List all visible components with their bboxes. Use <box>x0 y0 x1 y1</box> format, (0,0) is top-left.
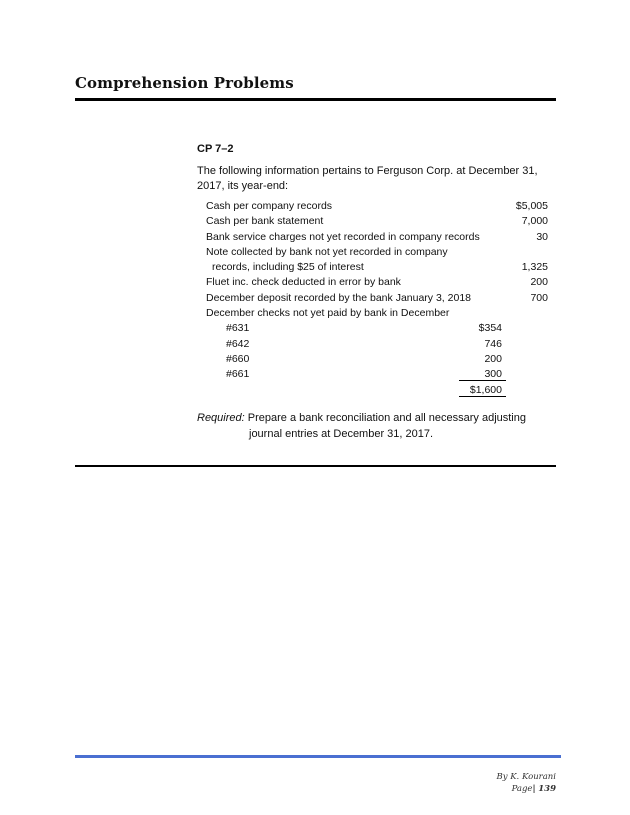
check-amount: 300 <box>484 368 502 381</box>
item-amount: 30 <box>536 230 548 243</box>
footer-divider <box>75 755 561 758</box>
total-underline <box>459 380 506 381</box>
check-row <box>206 321 548 336</box>
item-label: December checks not yet paid by bank in December <box>206 307 450 320</box>
page-number: 139 <box>538 784 556 794</box>
total-double-underline <box>459 396 506 397</box>
list-item <box>206 230 548 245</box>
section-title: Comprehension Problems <box>75 74 294 92</box>
check-amount: 200 <box>484 352 502 365</box>
item-amount: $5,005 <box>515 200 548 212</box>
list-item <box>206 306 548 321</box>
top-divider <box>75 98 556 101</box>
section-end-divider <box>75 465 556 467</box>
check-amount: 746 <box>484 337 502 350</box>
page-separator: | <box>532 784 536 794</box>
item-label: December deposit recorded by the bank January 3, 2018 <box>206 291 471 304</box>
check-number: #661 <box>226 368 250 381</box>
check-number: #642 <box>226 337 250 350</box>
checks-total: $1,600 <box>469 383 502 396</box>
item-amount: 200 <box>530 276 548 289</box>
problem-id: CP 7–2 <box>197 143 234 155</box>
list-item <box>206 245 548 260</box>
check-amount: $354 <box>478 322 502 335</box>
page-label: Page <box>511 784 533 794</box>
footer-page <box>496 783 556 795</box>
problem-data-list <box>206 199 548 398</box>
item-amount: 7,000 <box>521 215 548 228</box>
list-item <box>206 260 548 275</box>
list-item <box>206 291 548 306</box>
item-label: Note collected by bank not yet recorded in company <box>206 245 448 258</box>
required-text-line2: journal entries at December 31, 2017. <box>249 428 434 440</box>
required-instruction <box>197 410 557 442</box>
list-item <box>206 214 548 229</box>
footer-author: By K. Kourani <box>496 772 556 782</box>
required-text-line1: Prepare a bank reconciliation and all necessary adjusting <box>247 412 526 424</box>
check-number: #631 <box>226 322 250 335</box>
problem-intro: The following information pertains to Ferguson Corp. at December 31, 2017, its year-end: <box>197 165 538 192</box>
item-label: Cash per bank statement <box>206 215 324 228</box>
item-label: Bank service charges not yet recorded in company records <box>206 230 480 243</box>
item-label: records, including $25 of interest <box>212 261 364 274</box>
required-label: Required: <box>197 412 245 424</box>
item-label: Cash per company records <box>206 200 333 212</box>
check-row <box>206 337 548 352</box>
page-footer <box>496 771 556 795</box>
check-row <box>206 352 548 367</box>
list-item <box>206 199 548 214</box>
list-item <box>206 275 548 290</box>
item-label: Fluet inc. check deducted in error by bank <box>206 276 401 289</box>
item-amount: 700 <box>530 291 548 304</box>
check-number: #660 <box>226 352 250 365</box>
item-amount: 1,325 <box>521 261 548 274</box>
